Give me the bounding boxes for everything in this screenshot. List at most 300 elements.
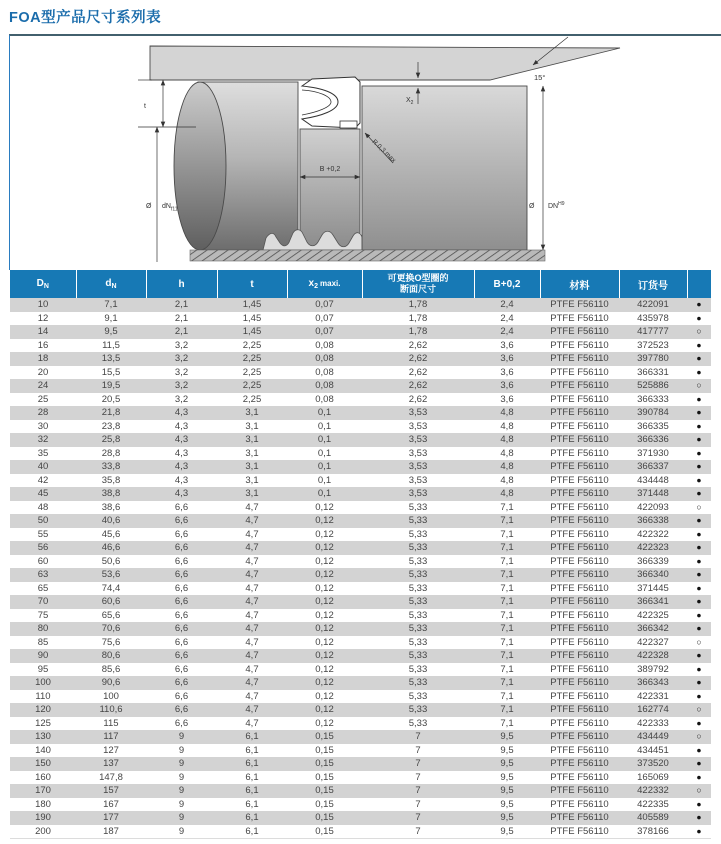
cell: 120 [10, 703, 76, 717]
availability-dot: ○ [687, 730, 711, 744]
table-row [10, 312, 711, 326]
cell: 0,12 [287, 703, 362, 717]
cell: 9,5 [474, 730, 540, 744]
cell: 4,7 [217, 609, 287, 623]
cell: 127 [76, 744, 146, 758]
table-row [10, 676, 711, 690]
cell: PTFE F56110 [540, 690, 619, 704]
table-row [10, 811, 711, 825]
cell: 70,6 [76, 622, 146, 636]
cell: 2,62 [362, 379, 474, 393]
cell: 3,2 [146, 393, 217, 407]
cell: 9,5 [76, 325, 146, 339]
cell: 15,5 [76, 366, 146, 380]
availability-dot: ○ [687, 501, 711, 515]
availability-dot: ○ [687, 379, 711, 393]
cell: 4,7 [217, 568, 287, 582]
cell: 40 [10, 460, 76, 474]
cell: 397780 [619, 352, 687, 366]
cell: PTFE F56110 [540, 663, 619, 677]
cell: 5,33 [362, 609, 474, 623]
table-row [10, 420, 711, 434]
cell: 1,78 [362, 325, 474, 339]
table-row [10, 595, 711, 609]
cell: 422331 [619, 690, 687, 704]
table-row [10, 703, 711, 717]
cell: 422335 [619, 798, 687, 812]
table-row [10, 744, 711, 758]
cell: 4,3 [146, 460, 217, 474]
cell: 7,1 [474, 676, 540, 690]
cell: 4,8 [474, 487, 540, 501]
cell: 371930 [619, 447, 687, 461]
cell: 422328 [619, 649, 687, 663]
availability-dot: ● [687, 771, 711, 785]
cell: 9 [146, 798, 217, 812]
cell: 6,6 [146, 609, 217, 623]
cell: PTFE F56110 [540, 730, 619, 744]
r-max-label: R 0,3 max [370, 138, 397, 165]
table-row [10, 352, 711, 366]
cell: 24 [10, 379, 76, 393]
cell: 7,1 [474, 703, 540, 717]
cell: PTFE F56110 [540, 325, 619, 339]
table-row [10, 406, 711, 420]
cell: 6,6 [146, 555, 217, 569]
cell: PTFE F56110 [540, 825, 619, 839]
cell: 53,6 [76, 568, 146, 582]
cell: 147,8 [76, 771, 146, 785]
cell: 4,8 [474, 460, 540, 474]
cell: 390784 [619, 406, 687, 420]
availability-dot: ● [687, 690, 711, 704]
availability-dot: ● [687, 609, 711, 623]
cell: 525886 [619, 379, 687, 393]
table-row [10, 487, 711, 501]
cell: 3,2 [146, 379, 217, 393]
availability-dot: ● [687, 676, 711, 690]
cell: 1,45 [217, 325, 287, 339]
cell: 422322 [619, 528, 687, 542]
cell: 366339 [619, 555, 687, 569]
availability-dot: ● [687, 798, 711, 812]
cell: 2,1 [146, 312, 217, 326]
cell: 80 [10, 622, 76, 636]
cell: PTFE F56110 [540, 528, 619, 542]
cell: 25 [10, 393, 76, 407]
cell: 6,1 [217, 811, 287, 825]
cell: 7,1 [474, 528, 540, 542]
cell: 4,8 [474, 474, 540, 488]
availability-dot: ● [687, 663, 711, 677]
availability-dot: ● [687, 406, 711, 420]
availability-dot: ● [687, 352, 711, 366]
cell: 150 [10, 757, 76, 771]
t-label: t [144, 103, 146, 110]
cell: 4,3 [146, 406, 217, 420]
cell: 4,7 [217, 501, 287, 515]
cell: 6,6 [146, 541, 217, 555]
availability-dot: ○ [687, 325, 711, 339]
cell: 4,7 [217, 703, 287, 717]
cell: 90 [10, 649, 76, 663]
cell: 5,33 [362, 595, 474, 609]
cell: 10 [10, 298, 76, 312]
cell: 50 [10, 514, 76, 528]
cell: 7 [362, 798, 474, 812]
cell: 0,15 [287, 744, 362, 758]
availability-dot: ● [687, 460, 711, 474]
cell: 11,5 [76, 339, 146, 353]
cell: 372523 [619, 339, 687, 353]
cell: 7 [362, 744, 474, 758]
table-row [10, 825, 711, 839]
cell: PTFE F56110 [540, 622, 619, 636]
cell: 16 [10, 339, 76, 353]
cell: 0,12 [287, 609, 362, 623]
cell: 4,7 [217, 622, 287, 636]
cell: 42 [10, 474, 76, 488]
cell: 5,33 [362, 528, 474, 542]
cell: PTFE F56110 [540, 420, 619, 434]
cell: PTFE F56110 [540, 352, 619, 366]
cell: 6,6 [146, 582, 217, 596]
table-row [10, 663, 711, 677]
availability-dot: ● [687, 757, 711, 771]
cell: 373520 [619, 757, 687, 771]
cell: 6,6 [146, 595, 217, 609]
cell: 5,33 [362, 676, 474, 690]
cell: 110,6 [76, 703, 146, 717]
availability-dot: ● [687, 433, 711, 447]
cell: 90,6 [76, 676, 146, 690]
cell: 0,07 [287, 325, 362, 339]
cell: 140 [10, 744, 76, 758]
availability-dot: ○ [687, 636, 711, 650]
cell: 0,15 [287, 771, 362, 785]
cell: 366331 [619, 366, 687, 380]
angle-label: 15° [534, 73, 546, 82]
cell: 170 [10, 784, 76, 798]
cell: 4,8 [474, 433, 540, 447]
cell: 2,25 [217, 366, 287, 380]
cell: 5,33 [362, 622, 474, 636]
cell: 7,1 [474, 514, 540, 528]
cell: 4,8 [474, 406, 540, 420]
availability-dot: ● [687, 528, 711, 542]
cell: 3,1 [217, 406, 287, 420]
cell: 434448 [619, 474, 687, 488]
availability-dot: ● [687, 717, 711, 731]
cell: 2,25 [217, 339, 287, 353]
availability-dot: ● [687, 649, 711, 663]
cell: PTFE F56110 [540, 609, 619, 623]
cell: 2,62 [362, 366, 474, 380]
cell: 3,6 [474, 366, 540, 380]
cell: 60 [10, 555, 76, 569]
cell: 125 [10, 717, 76, 731]
cell: 7,1 [474, 663, 540, 677]
cell: 3,1 [217, 447, 287, 461]
cell: 2,62 [362, 352, 474, 366]
cell: 3,1 [217, 460, 287, 474]
table-row [10, 474, 711, 488]
table-row [10, 379, 711, 393]
cell: 85,6 [76, 663, 146, 677]
cell: 0,12 [287, 568, 362, 582]
cell: 0,15 [287, 730, 362, 744]
cell: 2,62 [362, 393, 474, 407]
cell: 5,33 [362, 568, 474, 582]
cell: PTFE F56110 [540, 811, 619, 825]
table-row [10, 447, 711, 461]
cell: 3,2 [146, 352, 217, 366]
cell: PTFE F56110 [540, 771, 619, 785]
cell: 0,1 [287, 433, 362, 447]
col-header-material: 材料 [540, 270, 619, 298]
cell: 3,53 [362, 447, 474, 461]
page-title: FOA型产品尺寸系列表 [9, 10, 162, 26]
availability-dot: ● [687, 514, 711, 528]
b-label: B +0,2 [319, 166, 341, 173]
cell: 5,33 [362, 582, 474, 596]
cell: 165069 [619, 771, 687, 785]
cell: 9 [146, 730, 217, 744]
cell: 0,15 [287, 784, 362, 798]
cell: 9 [146, 744, 217, 758]
cell: 7 [362, 757, 474, 771]
cell: 35 [10, 447, 76, 461]
cell: 0,1 [287, 406, 362, 420]
cell: PTFE F56110 [540, 649, 619, 663]
cell: 3,53 [362, 487, 474, 501]
cell: 2,25 [217, 379, 287, 393]
availability-dot: ● [687, 339, 711, 353]
cell: 14 [10, 325, 76, 339]
seal-profile [302, 77, 360, 128]
cell: PTFE F56110 [540, 339, 619, 353]
cell: 1,45 [217, 312, 287, 326]
cell: 0,12 [287, 582, 362, 596]
cell: 95 [10, 663, 76, 677]
table-body [10, 298, 711, 839]
cell: 4,3 [146, 474, 217, 488]
cell: 0,07 [287, 298, 362, 312]
availability-dot: ● [687, 447, 711, 461]
cell: 7,1 [474, 649, 540, 663]
gland-block [362, 86, 527, 250]
cell: 6,6 [146, 568, 217, 582]
cell: 35,8 [76, 474, 146, 488]
cell: 434449 [619, 730, 687, 744]
cell: 6,6 [146, 636, 217, 650]
cell: 0,15 [287, 798, 362, 812]
cell: 0,12 [287, 663, 362, 677]
cell: 6,6 [146, 501, 217, 515]
cell: 0,12 [287, 555, 362, 569]
table-row [10, 784, 711, 798]
cell: 0,12 [287, 528, 362, 542]
cell: PTFE F56110 [540, 703, 619, 717]
cell: 4,7 [217, 690, 287, 704]
cell: 9 [146, 784, 217, 798]
cell: 0,08 [287, 393, 362, 407]
cell: 162774 [619, 703, 687, 717]
table-row [10, 730, 711, 744]
cell: 2,25 [217, 393, 287, 407]
cell: PTFE F56110 [540, 798, 619, 812]
cell: 2,4 [474, 325, 540, 339]
table-row [10, 555, 711, 569]
cell: PTFE F56110 [540, 676, 619, 690]
cell: 7 [362, 811, 474, 825]
table-row [10, 298, 711, 312]
availability-dot: ● [687, 595, 711, 609]
cell: 6,1 [217, 798, 287, 812]
table-row [10, 717, 711, 731]
availability-dot: ● [687, 393, 711, 407]
cell: 417777 [619, 325, 687, 339]
cell: 422332 [619, 784, 687, 798]
col-header-B: B+0,2 [474, 270, 540, 298]
cell: 366343 [619, 676, 687, 690]
cell: 6,6 [146, 528, 217, 542]
cell: 0,08 [287, 379, 362, 393]
availability-dot: ● [687, 744, 711, 758]
col-header-order-no: 订货号 [619, 270, 687, 298]
cell: 366337 [619, 460, 687, 474]
cell: 9,5 [474, 771, 540, 785]
cell: 0,08 [287, 339, 362, 353]
cell: 0,12 [287, 501, 362, 515]
cell: 9 [146, 811, 217, 825]
cell: 5,33 [362, 514, 474, 528]
cell: 80,6 [76, 649, 146, 663]
cell: PTFE F56110 [540, 555, 619, 569]
cell: 4,8 [474, 420, 540, 434]
cell: 0,12 [287, 676, 362, 690]
availability-dot: ● [687, 298, 711, 312]
cell: 3,53 [362, 420, 474, 434]
cell: 1,78 [362, 298, 474, 312]
cell: 63 [10, 568, 76, 582]
table-row [10, 366, 711, 380]
cell: 28 [10, 406, 76, 420]
cell: 2,1 [146, 298, 217, 312]
cell: PTFE F56110 [540, 406, 619, 420]
cell: 4,7 [217, 649, 287, 663]
cell: 7,1 [474, 636, 540, 650]
cell: 137 [76, 757, 146, 771]
table-row [10, 757, 711, 771]
cell: 40,6 [76, 514, 146, 528]
cell: 5,33 [362, 690, 474, 704]
cell: 9 [146, 771, 217, 785]
table-row [10, 690, 711, 704]
cell: 38,6 [76, 501, 146, 515]
cell: 5,33 [362, 703, 474, 717]
cell: 422093 [619, 501, 687, 515]
availability-dot: ○ [687, 703, 711, 717]
cell: 9,1 [76, 312, 146, 326]
cell: 21,8 [76, 406, 146, 420]
cell: 2,62 [362, 339, 474, 353]
cell: 422323 [619, 541, 687, 555]
cell: 6,6 [146, 649, 217, 663]
cell: 25,8 [76, 433, 146, 447]
table-row [10, 393, 711, 407]
availability-dot: ○ [687, 784, 711, 798]
diagram-box [9, 34, 721, 270]
cell: 3,6 [474, 379, 540, 393]
cell: 0,12 [287, 636, 362, 650]
cell: 85 [10, 636, 76, 650]
cell: 130 [10, 730, 76, 744]
cell: 0,1 [287, 447, 362, 461]
cell: PTFE F56110 [540, 514, 619, 528]
col-header-DN: $D_N$ [10, 270, 76, 298]
availability-dot: ● [687, 811, 711, 825]
cell: 0,1 [287, 474, 362, 488]
table-row [10, 528, 711, 542]
cell: 187 [76, 825, 146, 839]
cell: 6,1 [217, 730, 287, 744]
cell: 6,1 [217, 744, 287, 758]
cell: 33,8 [76, 460, 146, 474]
cell: 75,6 [76, 636, 146, 650]
cell: 4,3 [146, 447, 217, 461]
cell: 7,1 [474, 568, 540, 582]
table-row [10, 649, 711, 663]
cell: 5,33 [362, 555, 474, 569]
table-row [10, 636, 711, 650]
cell: PTFE F56110 [540, 757, 619, 771]
cell: 9 [146, 757, 217, 771]
col-header-oring: 可更换O型圈的 断面尺寸 [362, 270, 474, 298]
cell: 4,7 [217, 528, 287, 542]
cell: PTFE F56110 [540, 379, 619, 393]
availability-dot: ● [687, 474, 711, 488]
cell: 2,25 [217, 352, 287, 366]
cell: PTFE F56110 [540, 474, 619, 488]
cell: 190 [10, 811, 76, 825]
cell: 7,1 [474, 595, 540, 609]
availability-dot: ● [687, 312, 711, 326]
cell: 4,7 [217, 636, 287, 650]
cell: 5,33 [362, 649, 474, 663]
table-row [10, 582, 711, 596]
dimension-table [10, 270, 711, 839]
cell: 13,5 [76, 352, 146, 366]
cell: PTFE F56110 [540, 312, 619, 326]
cell: 100 [10, 676, 76, 690]
cell: 0,12 [287, 622, 362, 636]
cell: 3,2 [146, 339, 217, 353]
rod-end-cap [174, 82, 226, 250]
cell: 6,6 [146, 676, 217, 690]
cell: 0,1 [287, 487, 362, 501]
cell: 7,1 [474, 582, 540, 596]
availability-dot: ● [687, 366, 711, 380]
cell: 50,6 [76, 555, 146, 569]
cell: 366341 [619, 595, 687, 609]
cell: 0,12 [287, 514, 362, 528]
cell: 9 [146, 825, 217, 839]
cell: 2,1 [146, 325, 217, 339]
x2-label: $X_2$ [406, 97, 414, 106]
col-header-x2-maxi: $x_2$ maxi. [287, 270, 362, 298]
cell: 3,1 [217, 420, 287, 434]
